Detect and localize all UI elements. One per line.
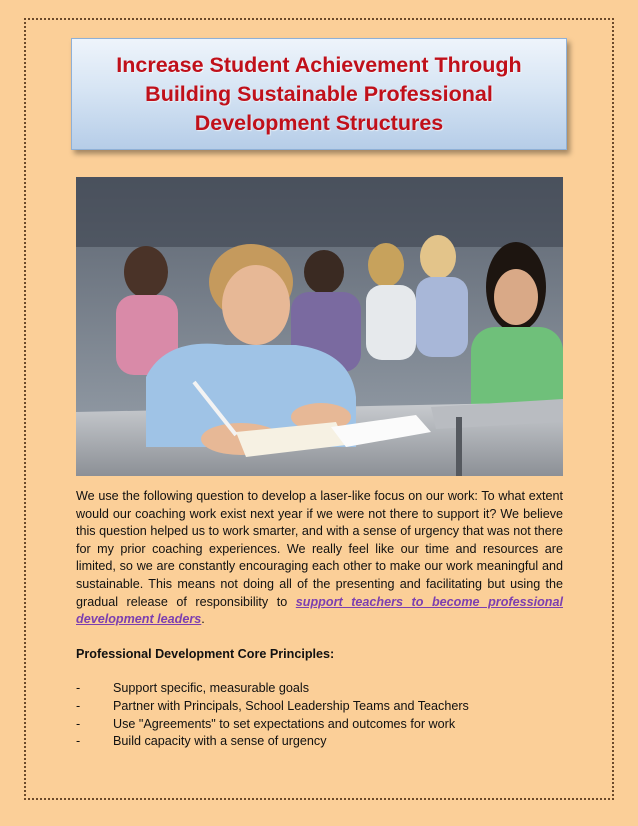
list-bullet: - — [76, 698, 81, 713]
list-bullet: - — [76, 681, 81, 696]
list-item-text: Use "Agreements" to set expectations and outcomes for work — [113, 716, 456, 731]
list-item — [76, 733, 563, 751]
title-box — [71, 38, 567, 150]
list-item — [76, 716, 563, 734]
principles-list — [76, 680, 563, 750]
page-title: Increase Student Achievement Through Building Sustainable Professional Development Structures — [116, 52, 522, 135]
list-item-text: Support specific, measurable goals — [113, 681, 310, 696]
list-item-text: Partner with Principals, School Leadership Teams and Teachers — [113, 698, 469, 713]
classroom-photo — [76, 177, 563, 476]
paragraph-text: We use the following question to develop a laser-like focus on our work: To what extent would our coaching work exist next year if we were not there to support it? We believe this question helped us to work smarter, and with a sense of urgency that was not there for my prior coaching experiences. We really feel like our time and resources are limited, so we are constantly encouraging each other to make our work meaningful and sustainable. This means not doing all of the presenting and facilitating but using the gradual release of responsibility to — [76, 489, 563, 609]
professional-development-leaders-link[interactable]: support teachers to become professional development leaders — [76, 594, 563, 627]
list-item — [76, 680, 563, 698]
list-item — [76, 698, 563, 716]
classroom-illustration — [76, 177, 563, 476]
principles-heading: Professional Development Core Principles: — [76, 646, 335, 661]
list-item-text: Build capacity with a sense of urgency — [113, 734, 327, 749]
body-content — [76, 488, 563, 751]
intro-paragraph — [76, 488, 563, 629]
list-bullet: - — [76, 734, 81, 749]
paragraph-end: . — [201, 612, 205, 627]
list-bullet: - — [76, 716, 81, 731]
